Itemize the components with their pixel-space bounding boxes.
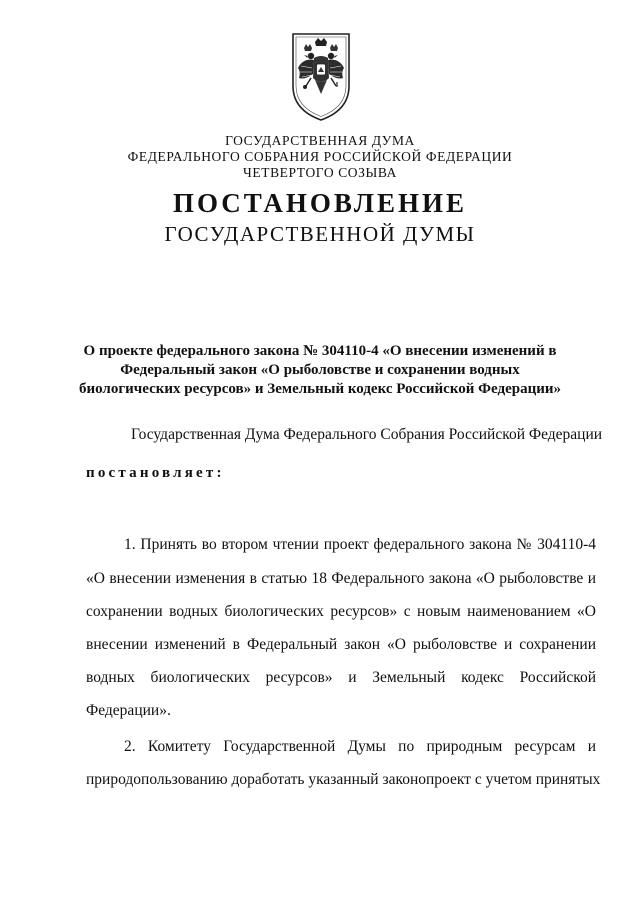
body-line: 2. Комитету Государственной Думы по природным ресурсам и <box>124 738 596 755</box>
resolves-label: постановляет: <box>86 465 225 481</box>
subject-line: О проекте федерального закона № 304110-4 «О внесении изменений в <box>83 343 557 359</box>
issuer-line-duma: ГОСУДАРСТВЕННАЯ ДУМА <box>225 133 415 148</box>
body-line: «О внесении изменения в статью 18 Федерального закона «О рыболовстве и <box>86 570 596 587</box>
body-line: сохранении водных биологических ресурсов» с новым наименованием «О <box>86 603 596 620</box>
document-subtitle: ГОСУДАРСТВЕННОЙ ДУМЫ <box>164 222 476 246</box>
issuer-line-assembly: ФЕДЕРАЛЬНОГО СОБРАНИЯ РОССИЙСКОЙ ФЕДЕРАЦИИ <box>127 149 513 164</box>
body-line: водных биологических ресурсов» и Земельный кодекс Российской <box>86 669 596 686</box>
document-title: ПОСТАНОВЛЕНИЕ <box>172 188 468 218</box>
body-line: природопользованию доработать указанный законопроект с учетом принятых <box>86 771 601 788</box>
body-line: внесении изменений в Федеральный закон «О рыболовстве и сохранении <box>86 636 596 653</box>
subject-line: Федеральный закон «О рыболовстве и сохранении водных <box>120 362 520 378</box>
body-line: 1. Принять во втором чтении проект федерального закона № 304110-4 <box>124 536 596 553</box>
preamble: Государственная Дума Федерального Собрания Российской Федерации <box>131 426 603 443</box>
body-line: Федерации». <box>86 702 171 719</box>
issuer-line-convocation: ЧЕТВЕРТОГО СОЗЫВА <box>243 165 397 180</box>
subject-line: биологических ресурсов» и Земельный кодекс Российской Федерации» <box>78 381 562 397</box>
coat-of-arms-icon <box>287 28 355 124</box>
